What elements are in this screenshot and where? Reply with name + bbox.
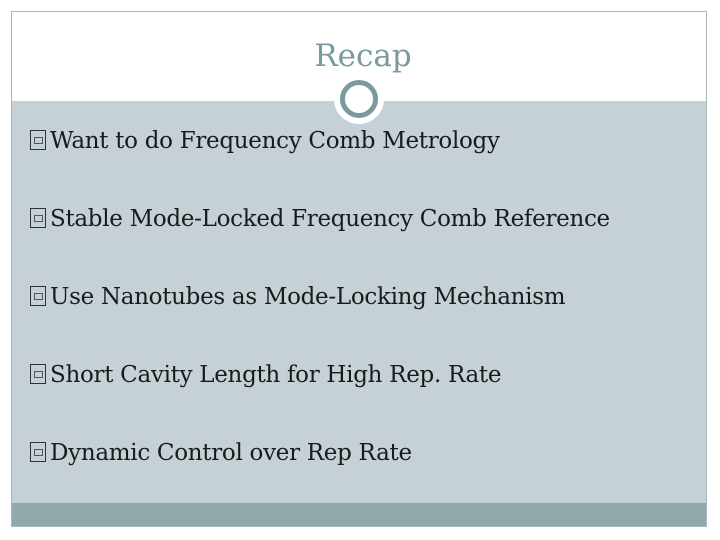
bullet-item [30,202,700,280]
missing-glyph-bullet-icon [30,442,46,462]
bullet-list [30,124,700,514]
bullet-text: Stable Mode-Locked Frequency Comb Reference [50,206,610,232]
missing-glyph-bullet-icon [30,364,46,384]
missing-glyph-bullet-icon [30,286,46,306]
missing-glyph-bullet-icon [30,208,46,228]
bullet-item [30,280,700,358]
bullet-item [30,124,700,202]
footer-bar [12,503,706,526]
missing-glyph-bullet-icon [30,130,46,150]
bullet-text: Use Nanotubes as Mode-Locking Mechanism [50,284,566,310]
circle-ornament-icon [340,80,378,118]
bullet-text: Short Cavity Length for High Rep. Rate [50,362,502,388]
bullet-item [30,358,700,436]
slide-title: Recap [314,38,412,74]
bullet-text: Want to do Frequency Comb Metrology [50,128,500,154]
bullet-text: Dynamic Control over Rep Rate [50,440,412,466]
